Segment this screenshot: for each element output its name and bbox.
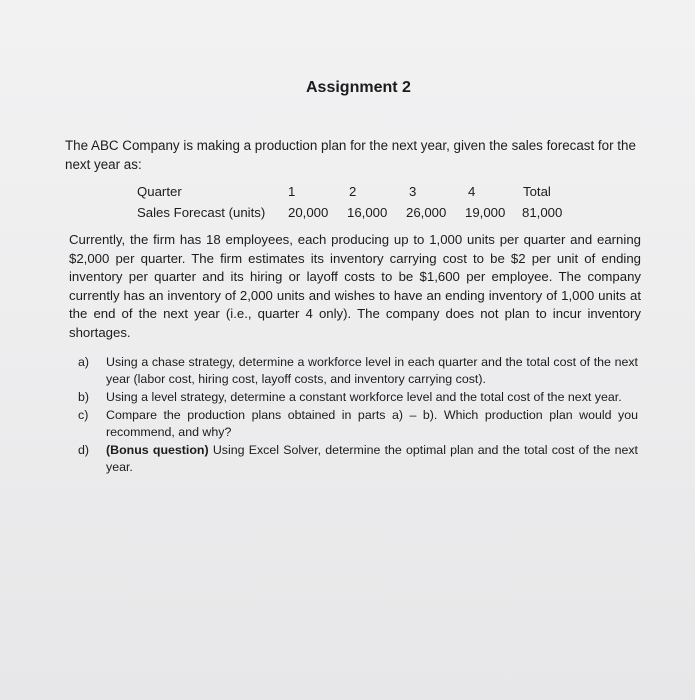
question-text: Using a level strategy, determine a constant workforce level and the total cost of the next year. bbox=[106, 390, 622, 404]
question-list bbox=[78, 354, 638, 477]
quarter-col-total: Total bbox=[523, 184, 551, 199]
forecast-header-row bbox=[137, 184, 567, 202]
question-marker: c) bbox=[78, 408, 89, 422]
question-marker: a) bbox=[78, 355, 90, 369]
bonus-label: (Bonus question) bbox=[106, 443, 209, 457]
quarter-col-3: 3 bbox=[409, 184, 417, 199]
quarter-col-4: 4 bbox=[468, 184, 476, 199]
question-item bbox=[78, 389, 638, 406]
forecast-q3: 26,000 bbox=[406, 205, 447, 220]
intro-paragraph: The ABC Company is making a production plan for the next year, given the sales forecast for the next year as: bbox=[65, 138, 636, 172]
forecast-q2: 16,000 bbox=[347, 205, 388, 220]
quarter-label: Quarter bbox=[137, 184, 182, 199]
quarter-col-2: 2 bbox=[349, 184, 357, 199]
question-marker: d) bbox=[78, 443, 90, 457]
question-text: Using Excel Solver, determine the optimal plan and the total cost of the next year. bbox=[106, 443, 638, 474]
question-item bbox=[78, 354, 638, 388]
question-text: Compare the production plans obtained in parts a) – b). Which production plan would you recommend, and why? bbox=[106, 408, 638, 439]
question-text: Using a chase strategy, determine a workforce level in each quarter and the total cost of the next year (labor cost, hiring cost, layoff costs, and inventory carrying cost). bbox=[106, 355, 638, 386]
forecast-q4: 19,000 bbox=[465, 205, 506, 220]
question-item bbox=[78, 407, 638, 441]
problem-paragraph: Currently, the firm has 18 employees, each producing up to 1,000 units per quarter and earning $2,000 per quarter. The firm estimates its inventory carrying cost to be $2 per unit of ending inventory per quarter and its hiring or layoff costs to be $1,600 per employee. The company currently has an inventory of 2,000 units and wishes to have an ending inventory of 1,000 units at the end of the next year (i.e., quarter 4 only). The company does not plan to incur inventory shortages. bbox=[69, 232, 641, 340]
sales-forecast-label: Sales Forecast (units) bbox=[137, 205, 266, 220]
question-item bbox=[78, 442, 638, 476]
forecast-total: 81,000 bbox=[522, 205, 563, 220]
question-marker: b) bbox=[78, 390, 90, 404]
forecast-data-row bbox=[137, 205, 567, 223]
page-title: Assignment 2 bbox=[306, 79, 411, 96]
quarter-col-1: 1 bbox=[288, 184, 296, 199]
forecast-q1: 20,000 bbox=[288, 205, 329, 220]
